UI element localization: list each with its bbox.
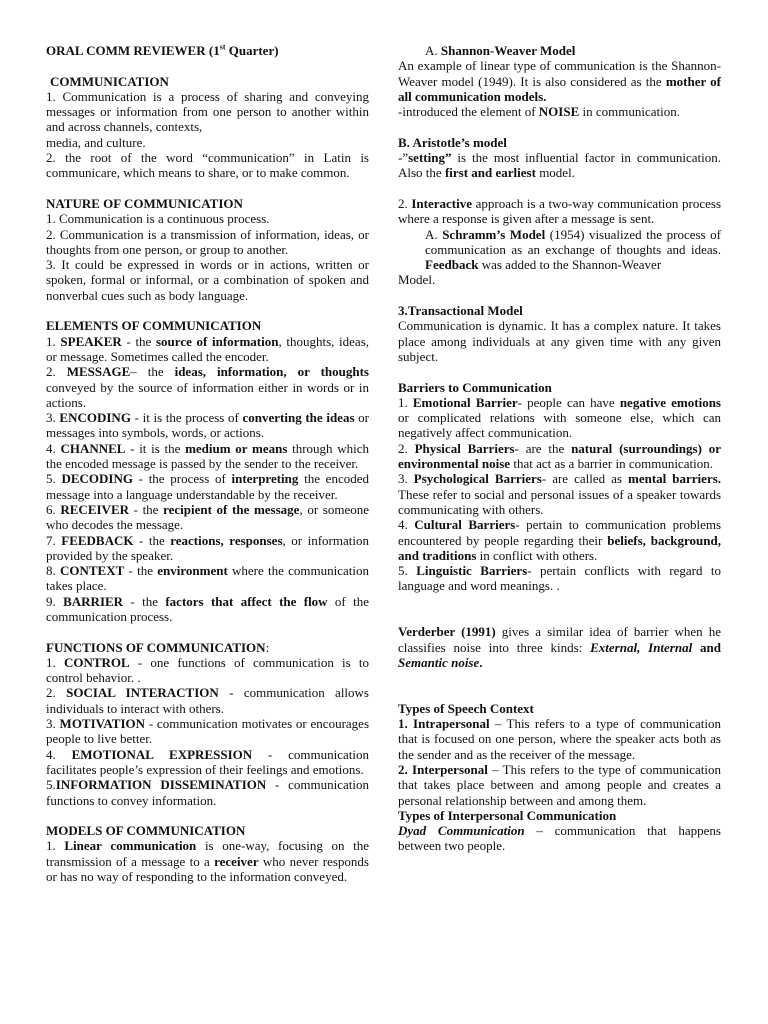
element-context: 8. CONTEXT - the environment where the communication takes place. [46, 563, 370, 594]
heading-elements: ELEMENTS OF COMMUNICATION [46, 318, 262, 334]
barrier-linguistic: 5. Linguistic Barriers- pertain conflicts with regard to language and word meanings. . [398, 563, 722, 594]
nature-item-1: 1. Communication is a continuous process. [46, 211, 270, 227]
shannon-para: An example of linear type of communication is the Shannon-Weaver model (1949). It is also considered as the mother of all communication models. [398, 58, 721, 104]
heading-interpersonal-types: Types of Interpersonal Communication [398, 807, 617, 823]
schramm-end: Model. [398, 272, 436, 288]
function-information-dissemination: 5.INFORMATION DISSEMINATION - communication functions to convey information. [46, 777, 370, 808]
shannon-noise: -introduced the element of NOISE in communication. [398, 104, 680, 120]
heading-aristotle: B. Aristotle’s model [398, 134, 507, 150]
heading-functions: FUNCTIONS OF COMMUNICATION: [46, 639, 270, 655]
model-linear: 1. Linear communication is one-way, focusing on the transmission of a message to a receiver who never responds or has no way of responding to the information conveyed. [46, 838, 369, 885]
barrier-cultural: 4. Cultural Barriers- pertain to communication problems encountered by people regarding their beliefs, background, and traditions in conflict with others. [398, 517, 722, 563]
communication-para-1b: media, and culture. [46, 134, 146, 150]
barrier-emotional: 1. Emotional Barrier- people can have negative emotions or complicated relations with someone else, which can negatively affect communication. [398, 394, 721, 441]
barrier-psychological: 3. Psychological Barriers- are called as mental barriers. These refer to social and personal issues of a speaker towards communicating with others. [398, 471, 722, 517]
nature-item-2: 2. Communication is a transmission of information, ideas, or thoughts from one person, or group to another. [46, 226, 369, 257]
aristotle-para: -”setting” is the most influential factor in communication. Also the first and earliest model. [398, 150, 721, 181]
transactional-para: Communication is dynamic. It has a complex nature. It takes place among individuals at any given time with any given subject. [398, 318, 721, 364]
speech-interpersonal: 2. Interpersonal – This refers to the type of communication that takes place between and among people and creates a personal relationship between and among them. [398, 761, 721, 808]
dyad-communication: Dyad Communication – communication that happens between two people. [398, 823, 721, 854]
element-receiver: 6. RECEIVER - the recipient of the message, or someone who decodes the message. [46, 501, 369, 533]
verderber-para: Verderber (1991) gives a similar idea of barrier when he classifies noise into three kinds: External, Internal and Semantic noise. [398, 624, 721, 670]
element-decoding: 5. DECODING - the process of interpreting the encoded message into a language understandable by the receiver. [46, 471, 369, 502]
heading-shannon-weaver: A. Shannon-Weaver Model [425, 43, 576, 58]
speech-intrapersonal: 1. Intrapersonal – This refers to a type of communication that is focused on one person, where the speaker acts both as the sender and as the receiver of the message. [398, 716, 721, 762]
element-feedback: 7. FEEDBACK - the reactions, responses, or information provided by the speaker. [46, 532, 369, 563]
function-social-interaction: 2. SOCIAL INTERACTION - communication allows individuals to interact with others. [46, 685, 369, 716]
function-emotional-expression: 4. EMOTIONAL EXPRESSION - communication facilitates people’s expression of their feelings and emotions. [46, 746, 370, 777]
document-title: ORAL COMM REVIEWER (1st Quarter) [46, 42, 279, 58]
heading-nature: NATURE OF COMMUNICATION [46, 195, 243, 211]
heading-communication: COMMUNICATION [50, 73, 169, 89]
function-motivation: 3. MOTIVATION - communication motivates or encourages people to live better. [46, 716, 370, 747]
element-barrier: 9. BARRIER - the factors that affect the flow of the communication process. [46, 593, 369, 624]
function-control: 1. CONTROL - one functions of communication is to control behavior. . [46, 654, 370, 686]
element-channel: 4. CHANNEL - it is the medium or means through which the encoded message is passed by the sender to the receiver. [46, 440, 369, 472]
element-encoding: 3. ENCODING - it is the process of converting the ideas or messages into symbols, words, or actions. [46, 410, 370, 441]
left-column [46, 43, 369, 884]
element-speaker: 1. SPEAKER - the source of information, thoughts, ideas, or message. Sometimes called the encoder. [46, 333, 370, 364]
right-column [398, 43, 721, 854]
nature-item-3: 3. It could be expressed in words or in actions, written or spoken, formal or informal, or a combination of spoken and nonverbal cues such as body language. [46, 257, 369, 303]
interactive-para: 2. Interactive approach is a two-way communication process where a response is given after a message is sent. [398, 195, 721, 227]
heading-speech-context: Types of Speech Context [398, 700, 534, 716]
heading-barriers: Barriers to Communication [398, 379, 552, 395]
barrier-physical: 2. Physical Barriers- are the natural (surroundings) or environmental noise that act as a barrier in communication. [398, 440, 721, 472]
schramm-para: A. Schramm’s Model (1954) visualized the process of communication as an exchange of thoughts and ideas. Feedback was added to the Shannon-Weaver [425, 226, 721, 273]
element-message: 2. MESSAGE– the ideas, information, or thoughts conveyed by the source of information either in words or in actions. [46, 364, 369, 410]
communication-para-2: 2. the root of the word “communication” in Latin is communicare, which means to share, or to make common. [46, 150, 369, 181]
communication-para-1: 1. Communication is a process of sharing and conveying messages or information from one person to another within and across channels, contexts, [46, 88, 369, 135]
heading-transactional: 3.Transactional Model [398, 303, 523, 319]
heading-models: MODELS OF COMMUNICATION [46, 823, 246, 839]
